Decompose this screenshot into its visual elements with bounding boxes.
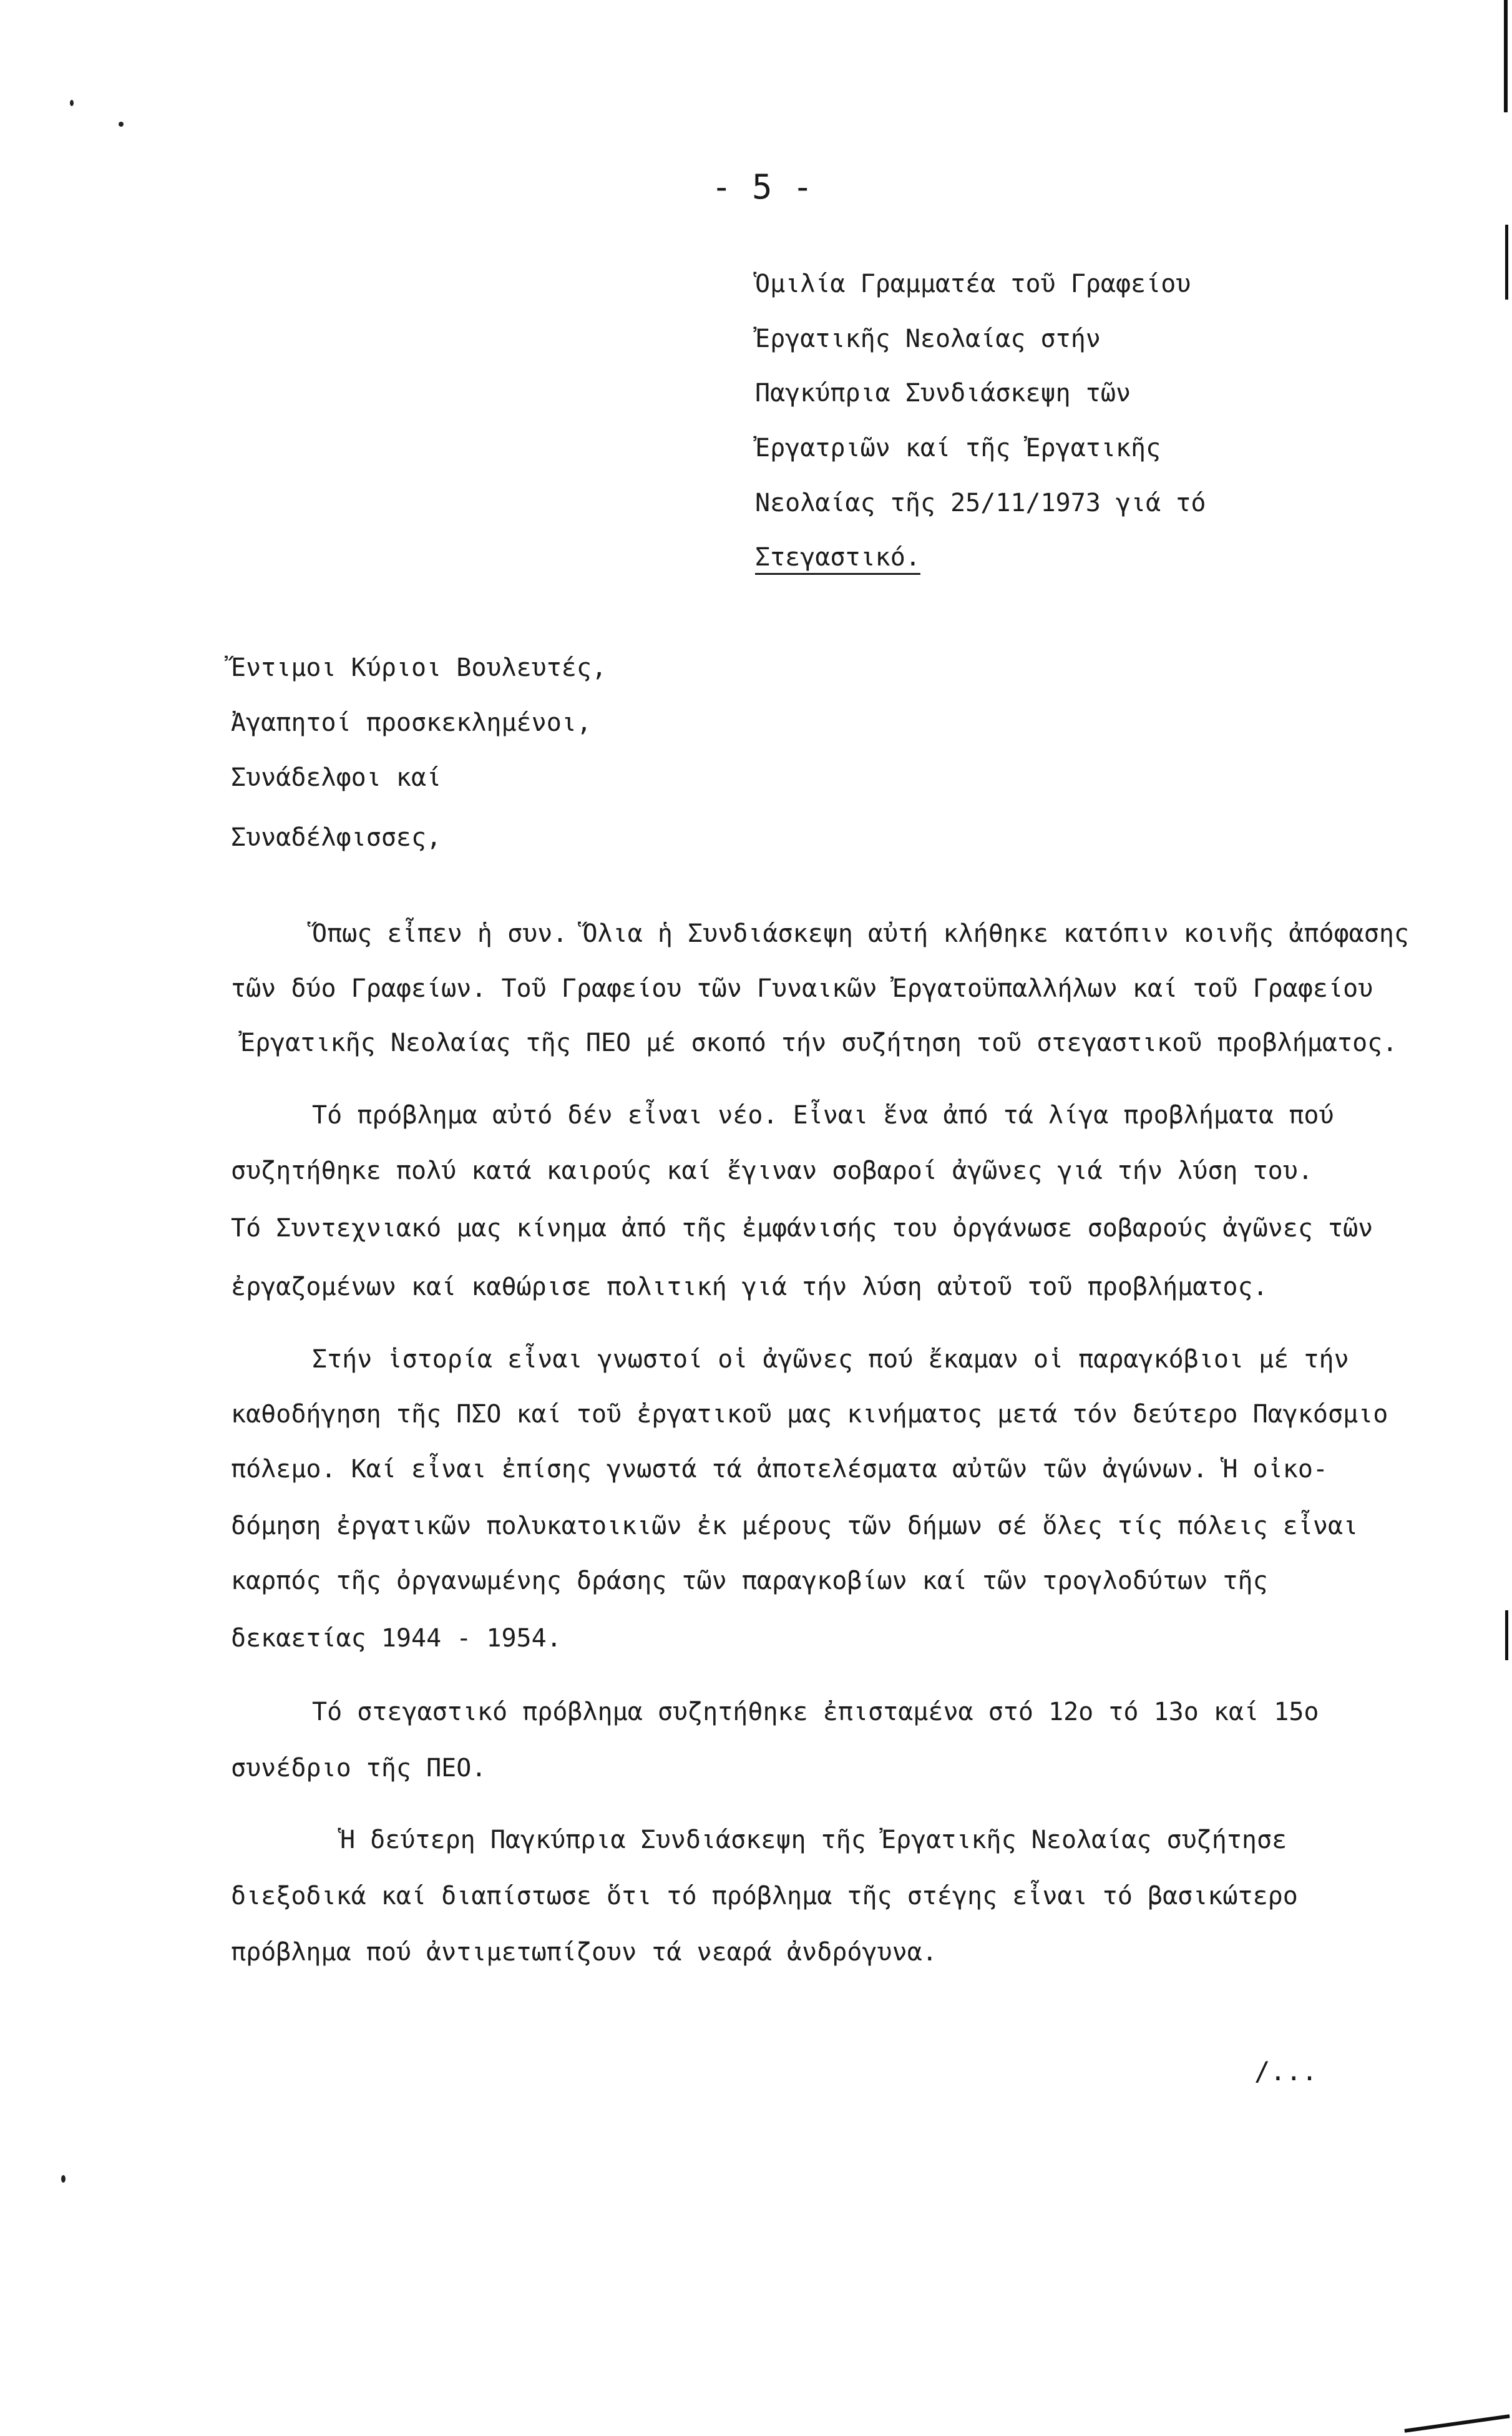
heading-line: Ἐργατριῶν καί τῆς Ἐργατικῆς xyxy=(755,434,1161,462)
scan-edge-mark xyxy=(1505,225,1508,300)
paragraph-line: Τό στεγαστικό πρόβλημα συζητήθηκε ἐπισταμένα στό 12ο τό 13ο καί 15ο xyxy=(312,1698,1319,1726)
paragraph-line: πόλεμο. Καί εἶναι ἐπίσης γνωστά τά ἀποτελέσματα αὐτῶν τῶν ἀγώνων. Ἡ οἰκο- xyxy=(231,1455,1328,1484)
continuation-mark: /... xyxy=(1254,2056,1318,2086)
paragraph-line: πρόβλημα πού ἀντιμετωπίζουν τά νεαρά ἀνδρόγυνα. xyxy=(231,1938,937,1967)
paragraph-line: Τό Συντεχνιακό μας κίνημα ἀπό τῆς ἐμφάνισής του ὀργάνωσε σοβαρούς ἀγῶνες τῶν xyxy=(231,1214,1373,1243)
page-number: - 5 - xyxy=(711,167,813,207)
paragraph-line: τῶν δύο Γραφείων. Τοῦ Γραφείου τῶν Γυναικῶν Ἐργατοϋπαλλήλων καί τοῦ Γραφείου xyxy=(231,974,1373,1003)
scan-edge-mark xyxy=(1505,1610,1508,1660)
paragraph-line: διεξοδικά καί διαπίστωσε ὅτι τό πρόβλημα τῆς στέγης εἶναι τό βασικώτερο xyxy=(231,1882,1298,1910)
paragraph-line: ἐργαζομένων καί καθώρισε πολιτική γιά τήν λύση αὐτοῦ τοῦ προβλήματος. xyxy=(231,1273,1268,1301)
paragraph-line: Τό πρόβλημα αὐτό δέν εἶναι νέο. Εἶναι ἕνα ἀπό τά λίγα προβλήματα πού xyxy=(312,1101,1334,1130)
salutation-line: Συνάδελφοι καί xyxy=(231,763,442,792)
paragraph-line: Ἡ δεύτερη Παγκύπρια Συνδιάσκεψη τῆς Ἐργατικῆς Νεολαίας συζήτησε xyxy=(340,1826,1287,1854)
scan-speck xyxy=(70,100,74,106)
scan-speck xyxy=(119,122,124,127)
paragraph-line: καρπός τῆς ὀργανωμένης δράσης τῶν παραγκοβίων καί τῶν τρογλοδύτων τῆς xyxy=(231,1567,1268,1595)
salutation-line: Συναδέλφισσες, xyxy=(231,823,442,852)
paragraph-line: συνέδριο τῆς ΠΕΟ. xyxy=(231,1754,487,1783)
paragraph-line: καθοδήγηση τῆς ΠΣΟ καί τοῦ ἐργατικοῦ μας κινήματος μετά τόν δεύτερο Παγκόσμιο xyxy=(231,1400,1388,1429)
heading-line: Παγκύπρια Συνδιάσκεψη τῶν xyxy=(755,379,1131,408)
paragraph-line: Στήν ἱστορία εἶναι γνωστοί οἱ ἀγῶνες πού ἔκαμαν οἱ παραγκόβιοι μέ τήν xyxy=(312,1345,1349,1374)
salutation-line: Ἔντιμοι Κύριοι Βουλευτές, xyxy=(231,653,607,682)
scan-edge-mark xyxy=(1404,2414,1510,2433)
paragraph-line: Ὅπως εἶπεν ἡ συν. Ὅλια ἡ Συνδιάσκεψη αὐτή κλήθηκε κατόπιν κοινῆς ἀπόφασης xyxy=(312,919,1409,948)
heading-line: Νεολαίας τῆς 25/11/1973 γιά τό xyxy=(755,489,1206,517)
scan-edge-mark xyxy=(1504,0,1508,112)
paragraph-line: συζητήθηκε πολύ κατά καιρούς καί ἔγιναν σοβαροί ἀγῶνες γιά τήν λύση του. xyxy=(231,1157,1313,1185)
heading-line: Ὁμιλία Γραμματέα τοῦ Γραφείου xyxy=(755,270,1191,298)
heading-line: Ἐργατικῆς Νεολαίας στήν xyxy=(755,325,1101,353)
salutation-line: Ἀγαπητοί προσκεκλημένοι, xyxy=(231,708,592,737)
scan-speck xyxy=(61,2175,66,2183)
heading-title-underlined: Στεγαστικό. xyxy=(755,543,920,572)
paragraph-line: δεκαετίας 1944 - 1954. xyxy=(231,1624,562,1653)
paragraph-line: δόμηση ἐργατικῶν πολυκατοικιῶν ἐκ μέρους τῶν δήμων σέ ὅλες τίς πόλεις εἶναι xyxy=(231,1512,1358,1540)
paragraph-line: Ἐργατικῆς Νεολαίας τῆς ΠΕΟ μέ σκοπό τήν συζήτηση τοῦ στεγαστικοῦ προβλήματος. xyxy=(240,1029,1398,1057)
